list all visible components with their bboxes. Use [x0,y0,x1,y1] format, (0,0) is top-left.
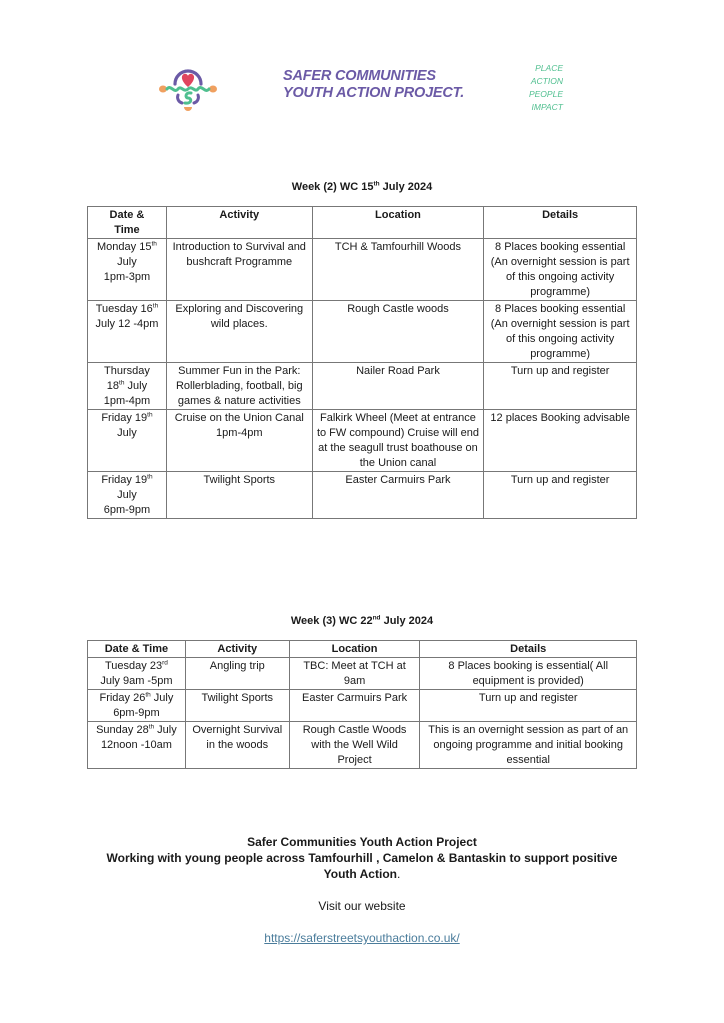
week-3-title: Week (3) WC 22nd July 2024 [290,614,434,627]
brand-line-1: SAFER COMMUNITIES [283,68,436,84]
date-cell: Tuesday 16th July 12 -4pm [88,301,167,363]
visit-website-text: Visit our website [318,899,406,913]
website-link[interactable]: https://saferstreetsyouthaction.co.uk/ [264,931,460,945]
location-cell: Rough Castle woods [312,301,484,363]
activity-cell: Summer Fun in the Park: Rollerblading, football, big games & nature activities [166,363,312,410]
date-cell: Tuesday 23rd July 9am -5pm [88,658,186,690]
header-activity: Activity [166,207,312,239]
location-cell: Nailer Road Park [312,363,484,410]
activity-cell: Twilight Sports [185,690,289,722]
table-row [88,239,637,301]
tagline-word: PLACE [535,63,563,73]
details-cell: Turn up and register [420,690,637,722]
activity-cell: Twilight Sports [166,472,312,519]
date-cell: Thursday 18th July 1pm-4pm [88,363,167,410]
week-3-schedule-table [87,640,637,769]
date-cell: Friday 19th July [88,410,167,472]
table-header-row [88,207,637,239]
details-cell: 8 Places booking is essential( All equipment is provided) [420,658,637,690]
date-cell: Monday 15th July 1pm-3pm [88,239,167,301]
activity-cell: Overnight Survival in the woods [185,722,289,769]
date-cell: Friday 19th July 6pm-9pm [88,472,167,519]
header-details: Details [420,641,637,658]
header-details: Details [484,207,637,239]
tagline-word: IMPACT [531,102,563,112]
header-location: Location [312,207,484,239]
date-cell: Friday 26th July 6pm-9pm [88,690,186,722]
location-cell: Easter Carmuirs Park [312,472,484,519]
tagline [527,62,563,114]
header-date-time: Date & Time [88,641,186,658]
location-cell: Rough Castle Woods with the Well Wild Project [289,722,420,769]
activity-cell: Angling trip [185,658,289,690]
header-date-time: Date & Time [88,207,167,239]
details-cell: 8 Places booking essential (An overnight session is part of this ongoing activity programme) [484,301,637,363]
header-activity: Activity [185,641,289,658]
header-location: Location [289,641,420,658]
footer-title: Safer Communities Youth Action Project [247,835,477,849]
location-cell: Easter Carmuirs Park [289,690,420,722]
table-row [88,301,637,363]
location-cell: Falkirk Wheel (Meet at entrance to FW compound) Cruise will end at the seagull trust boathouse on the Union canal [312,410,484,472]
activity-cell: Cruise on the Union Canal 1pm-4pm [166,410,312,472]
location-cell: TBC: Meet at TCH at 9am [289,658,420,690]
community-logo-icon [157,62,219,112]
details-cell: Turn up and register [484,472,637,519]
table-row [88,722,637,769]
brand-title [283,68,464,102]
table-row [88,472,637,519]
details-cell: 12 places Booking advisable [484,410,637,472]
footer-mission: Working with young people across Tamfourhill , Camelon & Bantaskin to support positive Youth Action. [106,851,618,881]
table-row [88,363,637,410]
details-cell: 8 Places booking essential (An overnight session is part of this ongoing activity programme) [484,239,637,301]
brand-line-2: YOUTH ACTION PROJECT. [283,85,465,101]
table-row [88,690,637,722]
footer [0,834,724,946]
week-2-title: Week (2) WC 15th July 2024 [291,180,433,193]
location-cell: TCH & Tamfourhill Woods [312,239,484,301]
activity-cell: Exploring and Discovering wild places. [166,301,312,363]
tagline-word: PEOPLE [528,89,563,99]
tagline-word: ACTION [530,76,563,86]
activity-cell: Introduction to Survival and bushcraft Programme [166,239,312,301]
details-cell: This is an overnight session as part of an ongoing programme and initial booking essential [420,722,637,769]
date-cell: Sunday 28th July 12noon -10am [88,722,186,769]
table-row [88,658,637,690]
table-row [88,410,637,472]
week-2-schedule-table [87,206,637,519]
table-header-row [88,641,637,658]
details-cell: Turn up and register [484,363,637,410]
